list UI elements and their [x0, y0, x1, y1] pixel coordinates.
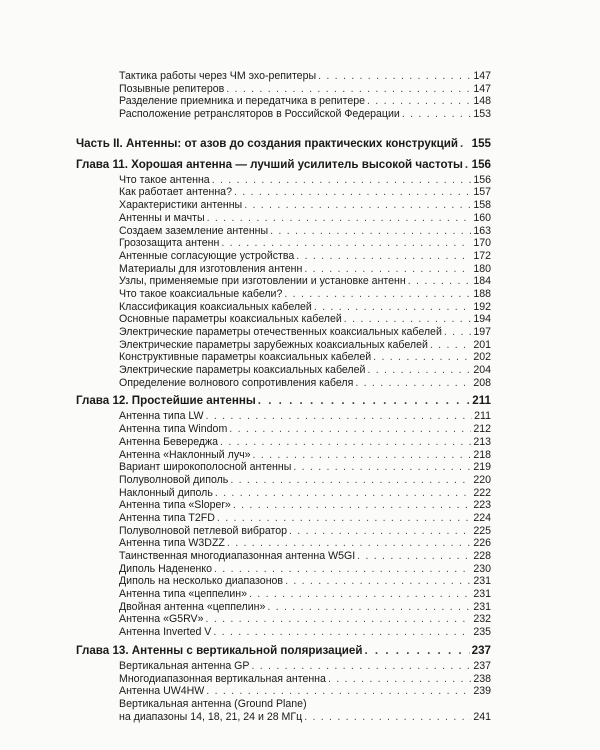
toc-entry[interactable] [76, 575, 491, 588]
toc-entry[interactable] [76, 487, 491, 500]
part-title: Часть II. Антенны: от азов до создания практических конструкций [76, 136, 458, 150]
toc-entry[interactable] [76, 339, 491, 352]
toc-entry-page: 239 [473, 685, 491, 698]
toc-entry-title: Определение волнового сопротивления кабеля [119, 376, 354, 389]
toc-entry[interactable] [76, 326, 491, 339]
chapter-12-entries [76, 410, 491, 638]
toc-entry-title: Что такое коаксиальные кабели? [119, 287, 283, 300]
toc-entry[interactable] [76, 108, 491, 121]
toc-entry-page: 225 [473, 524, 491, 537]
toc-entry-page: 163 [473, 224, 491, 237]
toc-entry-page: 222 [473, 486, 491, 499]
toc-entry[interactable] [76, 563, 491, 576]
toc-entry-title: Электрические параметры зарубежных коаксиальных кабелей [119, 338, 428, 351]
toc-entry-title: Антенна UW4HW [119, 685, 205, 698]
toc-entry-multiline[interactable] [76, 698, 491, 723]
toc-entry[interactable] [76, 275, 491, 288]
toc-entry[interactable] [76, 351, 491, 364]
toc-entry-title: Наклонный диполь [119, 486, 213, 499]
toc-entry-page: 197 [473, 326, 491, 338]
toc-entry-page: 147 [473, 82, 491, 95]
toc-entry[interactable] [76, 660, 491, 673]
toc-entry-page: 211 [474, 410, 491, 423]
toc-entry[interactable] [76, 499, 491, 512]
part-heading[interactable] [76, 135, 491, 153]
toc-entry-title: Электрические параметры коаксиальных кабелей [119, 364, 366, 377]
toc-entry-title: Характеристики антенны [119, 199, 243, 212]
toc-entry-title: Антенна типа T2FD [119, 511, 215, 524]
toc-entry-page: 231 [473, 575, 491, 588]
toc-entry-page: 218 [473, 448, 491, 461]
toc-entry-title: Узлы, применяемые при изготовлении и установке антенн [119, 275, 406, 288]
toc-entry-page: 172 [473, 249, 491, 262]
toc-entry-page: 226 [473, 537, 491, 550]
toc-entry[interactable] [76, 212, 491, 225]
chapter-13-entries [76, 660, 491, 698]
toc-entry-title: Двойная антенна «цеппелин» [119, 600, 266, 613]
toc-entry[interactable] [76, 199, 491, 212]
toc-entry-page: 213 [473, 435, 491, 448]
toc-entry[interactable] [76, 250, 491, 263]
toc-entry[interactable] [76, 423, 491, 436]
top-entries-list [76, 70, 491, 121]
toc-entry-title: Антенна Бевереджа [119, 435, 219, 448]
toc-entry[interactable] [76, 364, 491, 377]
toc-entry-page: 241 [473, 710, 491, 723]
toc-entry-title: Материалы для изготовления антенн [119, 262, 303, 275]
toc-entry[interactable] [76, 626, 491, 639]
toc-entry-page: 194 [473, 313, 491, 326]
toc-entry-page: 238 [473, 672, 491, 685]
chapter-title: Глава 11. Хорошая антенна — лучший усилитель высокой частоты [76, 157, 463, 171]
toc-entry-title: Конструктивные параметры коаксиальных кабелей [119, 351, 372, 364]
toc-entry[interactable] [76, 410, 491, 423]
toc-entry-title: Как работает антенна? [119, 186, 232, 199]
toc-entry-page: 157 [473, 186, 491, 199]
toc-entry-title: Таинственная многодиапазонная антенна W5GI [119, 550, 356, 562]
toc-entry-page: 231 [473, 588, 491, 601]
toc-entry-title-line1: Вертикальная антенна (Ground Plane) [119, 697, 307, 710]
toc-entry[interactable] [76, 588, 491, 601]
toc-entry-page: 204 [473, 364, 491, 377]
toc-entry[interactable] [76, 263, 491, 276]
chapter-title: Глава 13. Антенны с вертикальной поляризацией [76, 643, 363, 657]
toc-entry-title: Вертикальная антенна GP [119, 659, 250, 672]
toc-entry-page: 147 [473, 70, 491, 82]
toc-entry-title-line2: на диапазоны 14, 18, 21, 24 и 28 МГц [119, 710, 303, 723]
toc-entry-page: 148 [473, 95, 491, 108]
table-of-contents [76, 70, 491, 723]
toc-entry-title: Полуволновой петлевой вибратор [119, 524, 288, 537]
toc-entry-title: Антенна «G5RV» [119, 613, 204, 626]
toc-entry-page: 188 [473, 287, 491, 300]
toc-entry-page: 224 [473, 511, 491, 524]
toc-entry-title: Что такое антенна [119, 173, 210, 186]
toc-entry-page: 219 [473, 461, 491, 474]
chapter-heading[interactable] [76, 156, 491, 174]
toc-entry[interactable] [76, 377, 491, 390]
toc-entry-title: Основные параметры коаксиальных кабелей [119, 313, 342, 326]
toc-entry-title: Антенные согласующие устройства [119, 249, 295, 262]
toc-entry-title: Классификация коаксиальных кабелей [119, 300, 312, 313]
chapter-page: 211 [472, 394, 491, 408]
toc-entry[interactable] [76, 601, 491, 614]
toc-entry-title: Антенна типа LW [119, 410, 204, 423]
toc-entry-page: 220 [473, 473, 491, 486]
toc-entry-page: 158 [473, 199, 491, 212]
toc-entry[interactable] [76, 461, 491, 474]
toc-entry-page: 156 [473, 173, 491, 186]
toc-entry[interactable] [76, 186, 491, 199]
toc-entry-title: Вариант широкополосной антенны [119, 461, 292, 474]
toc-entry[interactable] [76, 550, 491, 563]
toc-entry-title: Антенны и мачты [119, 211, 205, 224]
toc-entry-page: 212 [473, 423, 491, 436]
toc-entry-title: Многодиапазонная вертикальная антенна [119, 672, 326, 685]
toc-entry-page: 235 [473, 626, 491, 639]
toc-entry[interactable] [76, 525, 491, 538]
toc-entry[interactable] [76, 512, 491, 525]
toc-entry-title: Диполь на несколько диапазонов [119, 575, 284, 588]
chapter-page: 156 [471, 157, 491, 171]
toc-entry-page: 230 [473, 562, 491, 575]
toc-entry-title: Антенна типа «цеппелин» [119, 588, 248, 601]
toc-entry-title: Антенна типа W3DZZ [119, 537, 225, 550]
toc-entry[interactable] [76, 449, 491, 462]
toc-entry-page: 180 [473, 262, 491, 275]
toc-entry[interactable] [76, 301, 491, 314]
toc-entry-title: Тактика работы через ЧМ эхо-репитеры [119, 70, 317, 82]
toc-entry[interactable] [76, 436, 491, 449]
toc-entry[interactable] [76, 95, 491, 108]
toc-entry-page: 223 [473, 499, 491, 512]
toc-entry-title: Диполь Надененко [119, 562, 212, 575]
toc-entry-title: Антенна «Наклонный луч» [119, 448, 251, 461]
toc-entry-page: 232 [473, 613, 491, 626]
chapter-heading[interactable] [76, 642, 491, 660]
toc-entry[interactable] [76, 237, 491, 250]
toc-entry-title: Грозозащита антенн [119, 237, 220, 250]
toc-entry[interactable] [76, 83, 491, 96]
toc-entry[interactable] [76, 70, 491, 83]
toc-entry-page: 202 [473, 351, 491, 364]
toc-entry-title: Создаем заземление антенны [119, 224, 269, 237]
toc-entry[interactable] [76, 474, 491, 487]
toc-entry-title: Антенна типа Windom [119, 423, 228, 436]
toc-entry-page: 237 [473, 659, 491, 672]
toc-entry-title: Позывные репитеров [119, 82, 225, 95]
toc-entry[interactable] [76, 685, 491, 698]
chapter-11-entries [76, 174, 491, 390]
toc-entry-page: 201 [473, 338, 491, 351]
toc-entry-page: 192 [473, 300, 491, 313]
toc-entry-page: 231 [473, 600, 491, 613]
toc-entry[interactable] [76, 673, 491, 686]
chapter-heading[interactable] [76, 392, 491, 410]
toc-entry[interactable] [76, 537, 491, 550]
toc-entry-title: Полуволновой диполь [119, 473, 229, 486]
toc-entry-page: 153 [473, 108, 491, 121]
toc-entry[interactable] [76, 225, 491, 238]
part-page: 155 [471, 136, 491, 150]
chapter-title: Глава 12. Простейшие антенны [76, 394, 256, 408]
toc-entry-title: Электрические параметры отечественных коаксиальных кабелей [119, 326, 442, 338]
toc-entry-title: Разделение приемника и передатчика в репитере [119, 95, 365, 108]
toc-entry[interactable] [76, 613, 491, 626]
toc-entry[interactable] [76, 288, 491, 301]
toc-entry-title: Антенна Inverted V [119, 626, 212, 639]
toc-entry-title: Антенна типа «Sloper» [119, 499, 231, 512]
toc-entry-page: 228 [473, 550, 491, 562]
toc-entry-page: 170 [473, 237, 491, 250]
toc-entry-page: 160 [473, 211, 491, 224]
toc-entry-page: 184 [473, 275, 491, 288]
chapter-page: 237 [471, 643, 491, 657]
toc-entry[interactable] [76, 313, 491, 326]
toc-entry[interactable] [76, 174, 491, 187]
toc-entry-page: 208 [473, 376, 491, 389]
toc-entry-title: Расположение ретрансляторов в Российской Федерации [119, 108, 400, 121]
